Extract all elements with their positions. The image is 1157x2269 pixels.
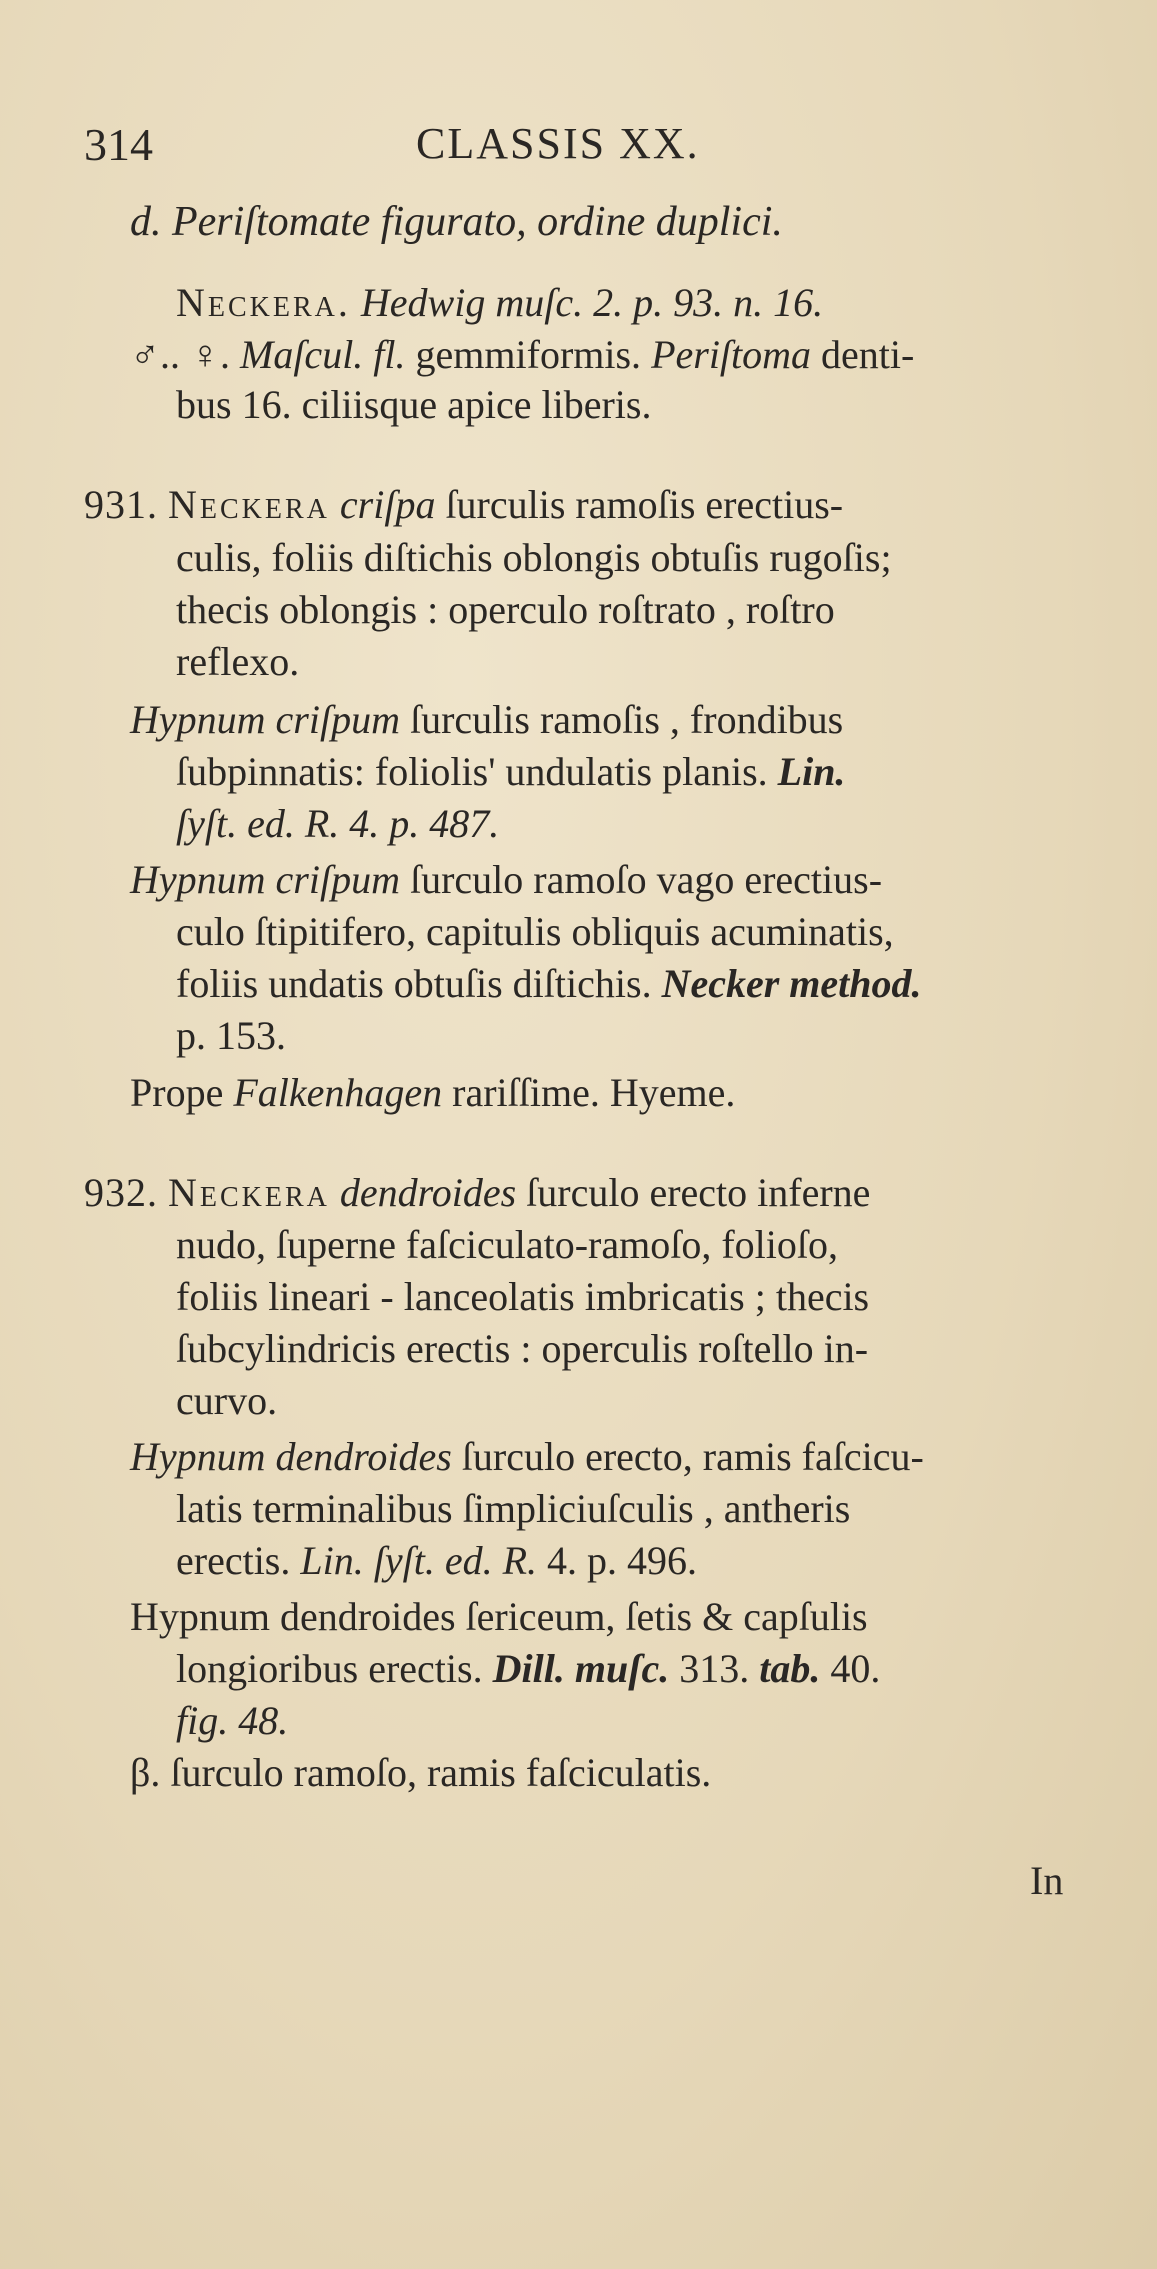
page-number: 314 bbox=[84, 119, 153, 170]
running-title: CLASSIS XX. bbox=[416, 119, 700, 168]
habitat-931: Prope Falkenhagen rariſſime. Hyeme. bbox=[130, 1070, 736, 1115]
page-header bbox=[84, 118, 1084, 178]
synonym-932-1-line-3: erectis. Lin. ſyſt. ed. R. 4. p. 496. bbox=[176, 1538, 698, 1583]
locality: Falkenhagen bbox=[233, 1070, 443, 1115]
synonym-932-1-line-1: Hypnum dendroides ſurculo erecto, ramis faſcicu- bbox=[130, 1434, 924, 1479]
synonym-932-2-line-1: Hypnum dendroides ſericeum, ſetis & capſulis bbox=[130, 1594, 868, 1639]
reference: Hedwig muſc. 2. p. 93. n. 16. bbox=[360, 280, 824, 325]
entry-931-line-2: culis, foliis diſtichis oblongis obtuſis rugoſis; bbox=[176, 535, 892, 580]
synonym-932-2-line-3: fig. 48. bbox=[176, 1698, 289, 1743]
entry-number: 932. bbox=[84, 1170, 158, 1215]
synonym-932-1-line-2: latis terminalibus ſimpliciuſculis , antheris bbox=[176, 1486, 851, 1531]
entry-932-line-4: ſubcylindricis erectis : operculis roſtello in- bbox=[176, 1326, 869, 1371]
entry-932-line-1: 932. Neckera dendroides ſurculo erecto inferne bbox=[84, 1170, 871, 1215]
sex-symbols: ♂.. ♀. bbox=[130, 332, 230, 377]
entry-number: 931. bbox=[84, 482, 158, 527]
synonym-931-2-line-1: Hypnum criſpum ſurculo ramoſo vago erectius- bbox=[130, 857, 883, 902]
section-heading: d. Periſtomate figurato, ordine duplici. bbox=[130, 199, 783, 245]
variety-sign: β. bbox=[130, 1750, 161, 1795]
synonym-931-2-line-2: culo ſtipitifero, capitulis obliquis acuminatis, bbox=[176, 909, 894, 954]
species-name: dendroides bbox=[339, 1170, 517, 1215]
entry-932-line-3: foliis lineari - lanceolatis imbricatis ; thecis bbox=[176, 1274, 870, 1319]
synonym-931-2-line-3: foliis undatis obtuſis diſtichis. Necker method. bbox=[176, 961, 922, 1006]
entry-932-line-5: curvo. bbox=[176, 1378, 278, 1423]
intro-line-1 bbox=[176, 278, 823, 328]
intro-line-2: ♂.. ♀. Maſcul. fl. gemmiformis. Periſtoma denti- bbox=[130, 332, 915, 377]
synonym-931-1-line-3: ſyſt. ed. R. 4. p. 487. bbox=[176, 801, 500, 846]
entry-932-line-2: nudo, ſuperne faſciculato-ramoſo, folioſo, bbox=[176, 1222, 839, 1267]
genus-name: Neckera. bbox=[176, 280, 351, 325]
intro-line-3: bus 16. ciliisque apice liberis. bbox=[176, 382, 652, 427]
genus-name: Neckera bbox=[168, 482, 330, 527]
species-name: criſpa bbox=[339, 482, 436, 527]
entry-931-line-1: 931. Neckera criſpa ſurculis ramoſis erectius- bbox=[84, 482, 844, 527]
genus-name: Neckera bbox=[168, 1170, 330, 1215]
synonym-931-2-line-4: p. 153. bbox=[176, 1013, 286, 1058]
entry-931-line-3: thecis oblongis : operculo roſtrato , roſtro bbox=[176, 587, 835, 632]
variety-beta: β. ſurculo ramoſo, ramis faſciculatis. bbox=[130, 1750, 712, 1795]
entry-931-line-4: reflexo. bbox=[176, 639, 300, 684]
synonym-931-1-line-1: Hypnum criſpum ſurculis ramoſis , frondibus bbox=[130, 697, 844, 742]
catchword: In bbox=[1030, 1858, 1064, 1903]
synonym-931-1-line-2: ſubpinnatis: foliolis' undulatis planis. Lin. bbox=[176, 749, 846, 794]
synonym-932-2-line-2: longioribus erectis. Dill. muſc. 313. tab. 40. bbox=[176, 1646, 881, 1691]
